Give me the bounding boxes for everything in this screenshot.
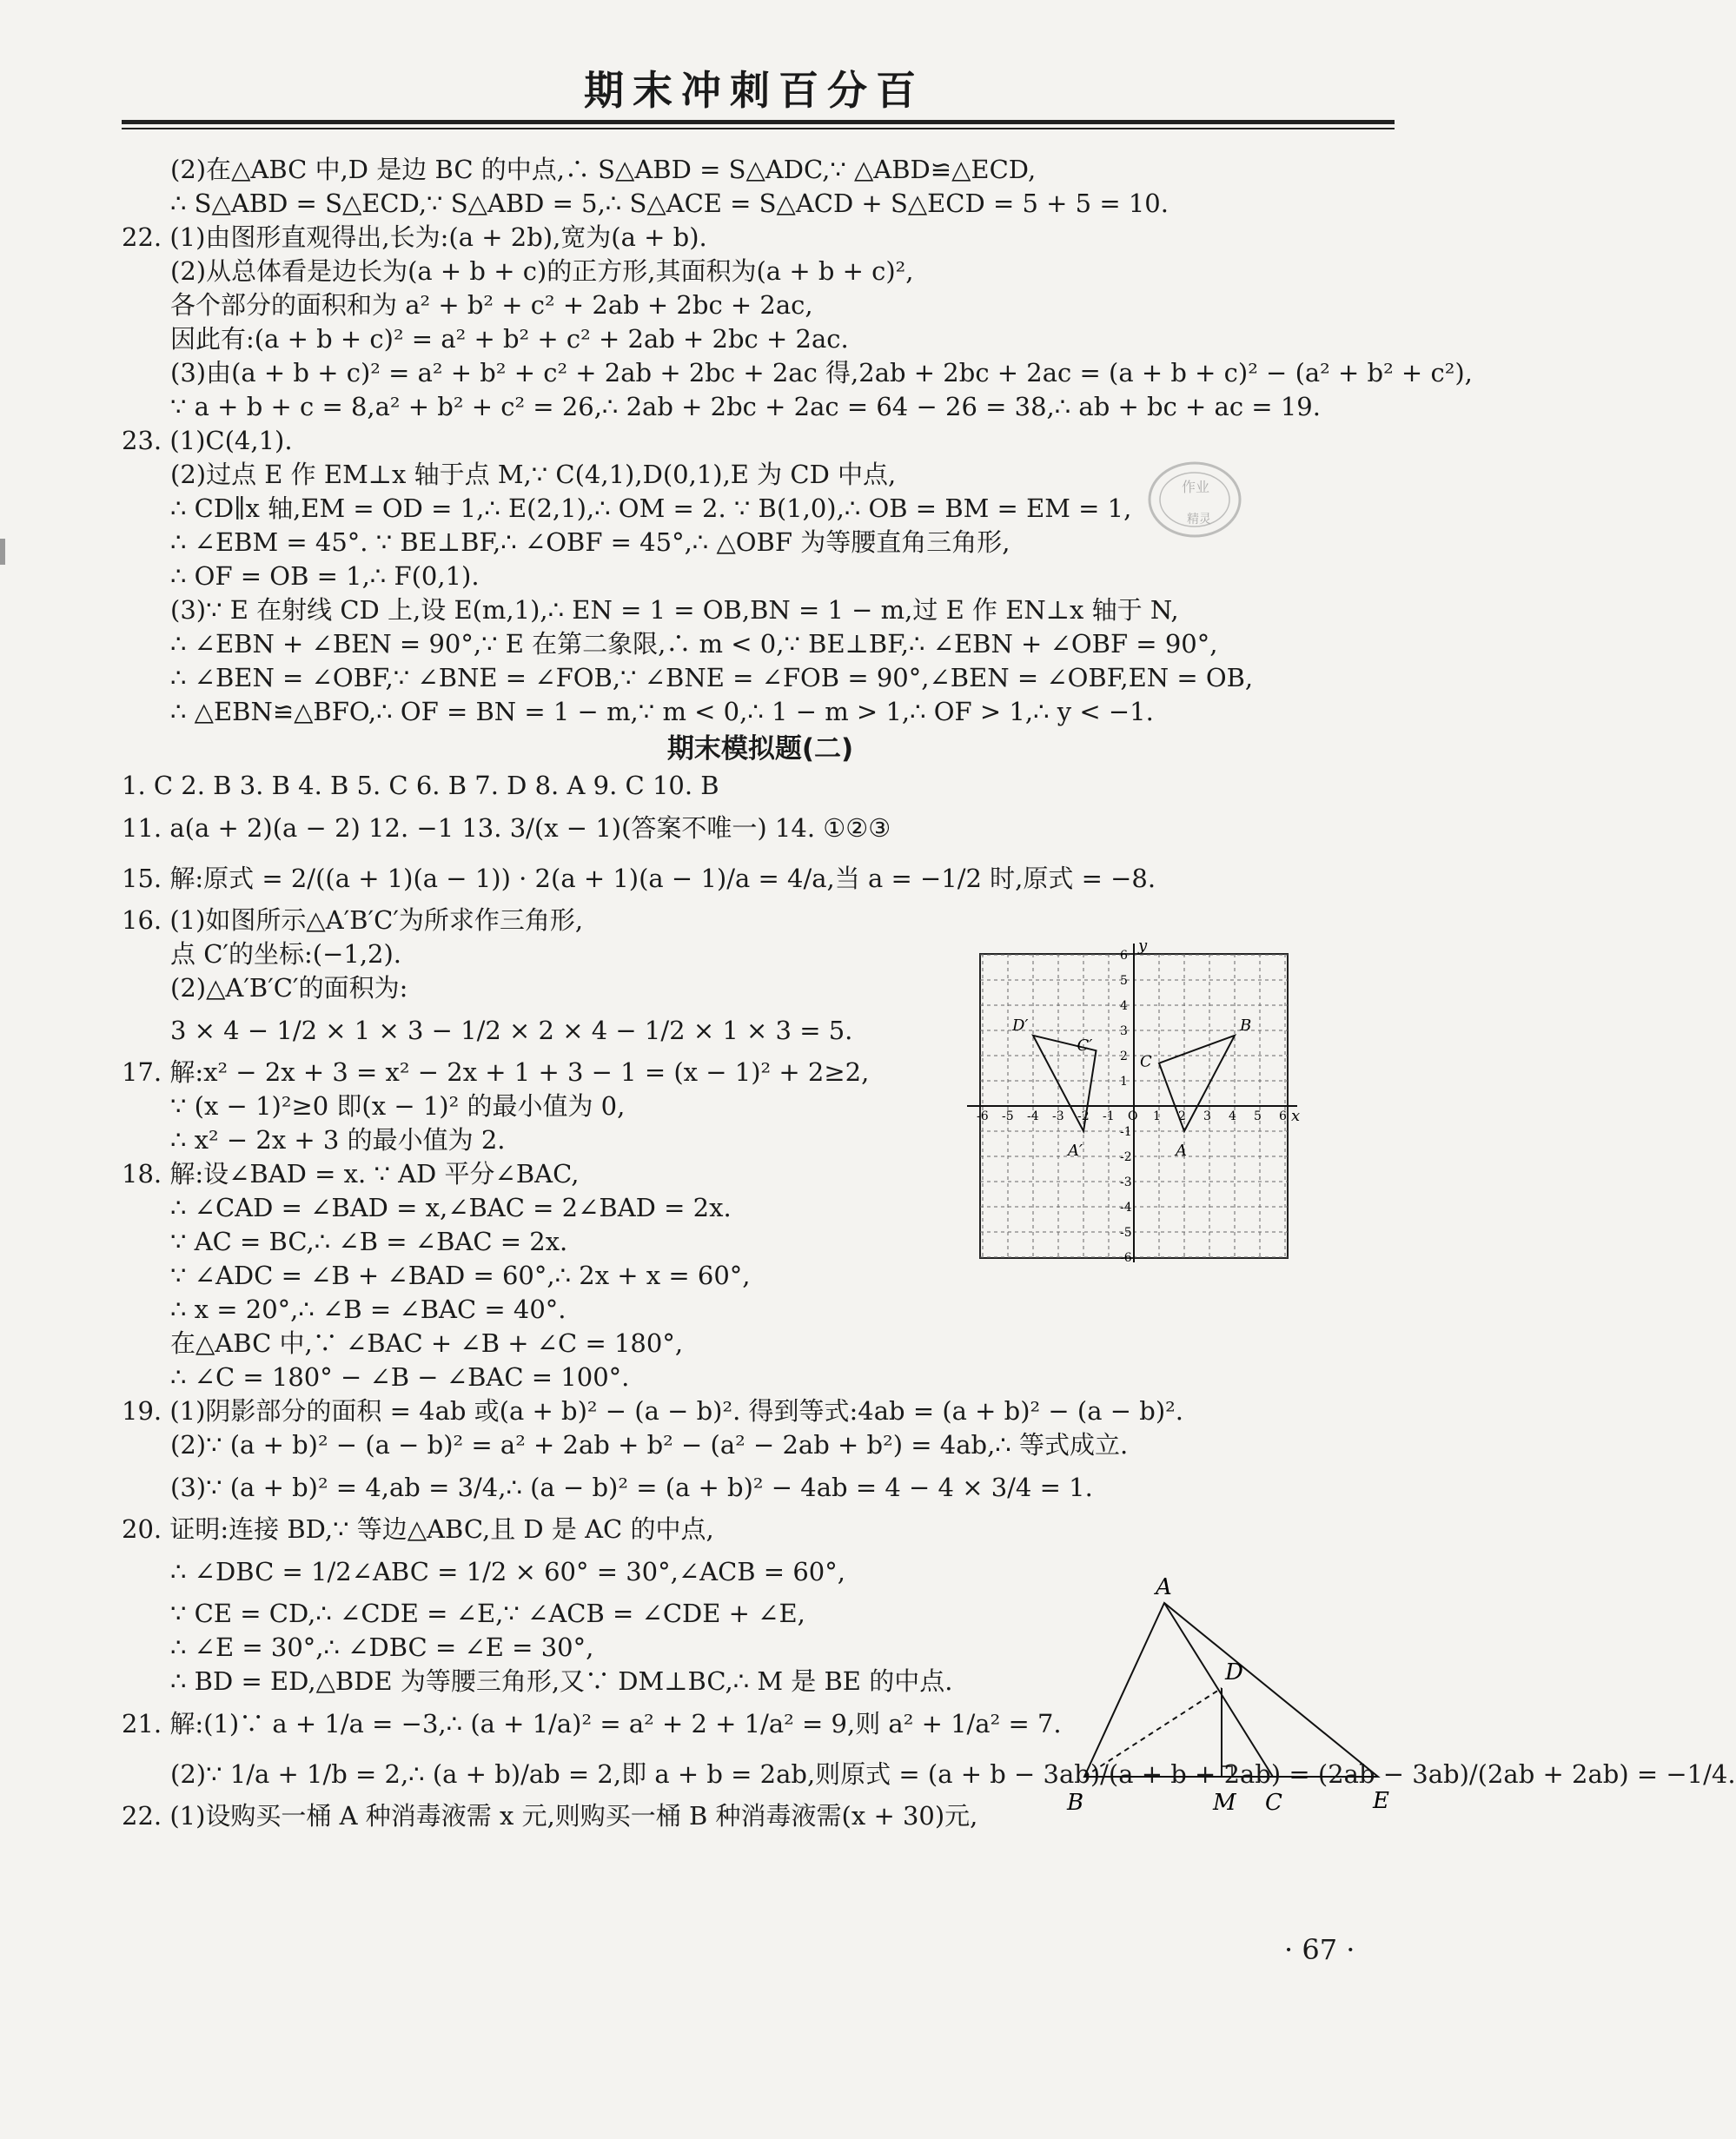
text-line: ∴ BD = ED,△BDE 为等腰三角形,又∵ DM⊥BC,∴ M 是 BE 的中点. <box>170 1666 953 1696</box>
y-tick-label: 4 <box>1120 999 1128 1013</box>
text-line: (2)∵ 1/a + 1/b = 2,∴ (a + b)/ab = 2,即 a + b = 2ab,则原式 = (a + b − 3ab)/(a + b + 2ab) = (2ab − 3ab)/(2ab + 2ab) = −1/4. <box>170 1759 1736 1789</box>
text-line: 21. 解:(1)∵ a + 1/a = −3,∴ (a + 1/a)² = a² + 2 + 1/a² = 9,则 a² + 1/a² = 7. <box>122 1709 1062 1738</box>
y-tick-label: -3 <box>1120 1175 1132 1189</box>
x-tick-label: 4 <box>1229 1109 1236 1123</box>
coordinate-grid-figure <box>954 937 1302 1268</box>
text-line: 15. 解:原式 = 2/((a + 1)(a − 1)) · 2(a + 1)(a − 1)/a = 4/a,当 a = −1/2 时,原式 = −8. <box>122 864 1156 893</box>
text-line: ∴ S△ABD = S△ECD,∵ S△ABD = 5,∴ S△ACE = S△ACD + S△ECD = 5 + 5 = 10. <box>170 189 1169 218</box>
text-line: ∴ CD∥x 轴,EM = OD = 1,∴ E(2,1),∴ OM = 2. ∵ B(1,0),∴ OB = BM = EM = 1, <box>170 493 1132 523</box>
point-label: D′ <box>1012 1016 1029 1035</box>
text-line: ∴ ∠CAD = ∠BAD = x,∠BAC = 2∠BAD = 2x. <box>170 1193 732 1222</box>
text-line: 在△ABC 中,∵ ∠BAC + ∠B + ∠C = 180°, <box>170 1328 684 1358</box>
text-line: (2)在△ABC 中,D 是边 BC 的中点,∴ S△ABD = S△ADC,∵ △ABD≌△ECD, <box>170 155 1037 184</box>
label-b: B <box>1067 1790 1084 1816</box>
text-line: ∴ ∠DBC = 1/2∠ABC = 1/2 × 60° = 30°,∠ACB = 60°, <box>170 1557 845 1586</box>
text-line: ∴ ∠BEN = ∠OBF,∵ ∠BNE = ∠FOB,∵ ∠BNE = ∠FOB = 90°,∠BEN = ∠OBF,EN = OB, <box>170 663 1254 692</box>
text-line: 16. (1)如图所示△A′B′C′为所求作三角形, <box>122 905 584 935</box>
point-label: C <box>1140 1052 1152 1071</box>
text-line: ∵ ∠ADC = ∠B + ∠BAD = 60°,∴ 2x + x = 60°, <box>170 1261 751 1290</box>
stamp-text-top: 作业 <box>1182 479 1210 495</box>
y-tick-label: 5 <box>1120 974 1128 988</box>
edge-mark <box>0 539 5 565</box>
x-axis-label: x <box>1291 1107 1301 1125</box>
text-line: (3)∵ E 在射线 CD 上,设 E(m,1),∴ EN = 1 = OB,BN = 1 − m,过 E 作 EN⊥x 轴于 N, <box>170 595 1179 625</box>
y-tick-label: -1 <box>1120 1125 1132 1139</box>
y-tick-label: 1 <box>1120 1075 1128 1089</box>
triangle-figure <box>1060 1574 1408 1820</box>
x-tick-label: -4 <box>1027 1109 1039 1123</box>
text-line: ∴ x = 20°,∴ ∠B = ∠BAC = 40°. <box>170 1295 567 1324</box>
y-tick-label: -5 <box>1120 1226 1132 1240</box>
y-tick-label: -4 <box>1120 1201 1132 1215</box>
text-line: (2)从总体看是边长为(a + b + c)的正方形,其面积为(a + b + c)², <box>170 256 914 286</box>
right-angle-mark <box>1222 1766 1232 1777</box>
x-tick-label: -6 <box>977 1109 989 1123</box>
text-line: (2)过点 E 作 EM⊥x 轴于点 M,∵ C(4,1),D(0,1),E 为 CD 中点, <box>170 460 897 489</box>
x-tick-label: 5 <box>1254 1109 1262 1123</box>
point-label: A′ <box>1068 1142 1083 1160</box>
x-tick-label: 2 <box>1178 1109 1186 1123</box>
y-tick-label: -2 <box>1120 1150 1132 1164</box>
header-rule-thick <box>122 120 1395 124</box>
side-ac <box>1164 1603 1273 1777</box>
text-line: 17. 解:x² − 2x + 3 = x² − 2x + 1 + 3 − 1 = (x − 1)² + 2≥2, <box>122 1057 870 1087</box>
page-number: · 67 · <box>1284 1933 1355 1966</box>
x-tick-label: -3 <box>1052 1109 1064 1123</box>
label-a: A <box>1156 1574 1172 1600</box>
page-header-title: 期末冲刺百分百 <box>584 67 924 114</box>
text-line: 22. (1)设购买一桶 A 种消毒液需 x 元,则购买一桶 B 种消毒液需(x + 30)元, <box>122 1801 978 1831</box>
text-line: ∵ (x − 1)²≥0 即(x − 1)² 的最小值为 0, <box>170 1091 626 1121</box>
triangle-outline <box>1084 1603 1378 1777</box>
text-line: 22. (1)由图形直观得出,长为:(a + 2b),宽为(a + b). <box>122 222 707 252</box>
point-label: A <box>1176 1142 1187 1160</box>
y-tick-label: -6 <box>1120 1251 1132 1265</box>
text-line: 因此有:(a + b + c)² = a² + b² + c² + 2ab + 2bc + 2ac. <box>170 324 849 354</box>
section-title: 期末模拟题(二) <box>666 733 854 765</box>
y-tick-label: 6 <box>1120 949 1128 963</box>
text-line: 19. (1)阴影部分的面积 = 4ab 或(a + b)² − (a − b)². 得到等式:4ab = (a + b)² − (a − b)². <box>122 1396 1183 1426</box>
x-tick-label: 1 <box>1153 1109 1161 1123</box>
text-line: (3)∵ (a + b)² = 4,ab = 3/4,∴ (a − b)² = (a + b)² − 4ab = 4 − 4 × 3/4 = 1. <box>170 1473 1093 1502</box>
text-line: 各个部分的面积和为 a² + b² + c² + 2ab + 2bc + 2ac, <box>170 290 813 320</box>
label-c: C <box>1265 1790 1282 1816</box>
text-line: 23. (1)C(4,1). <box>122 426 293 455</box>
x-tick-label: O <box>1128 1109 1138 1123</box>
label-e: E <box>1373 1788 1389 1814</box>
text-line: (3)由(a + b + c)² = a² + b² + c² + 2ab + 2bc + 2ac 得,2ab + 2bc + 2ac = (a + b + c)² − (a² + b² + c²), <box>170 358 1473 387</box>
text-line: ∴ ∠EBM = 45°. ∵ BE⊥BF,∴ ∠OBF = 45°,∴ △OBF 为等腰直角三角形, <box>170 527 1010 557</box>
header-rule-thin <box>122 128 1395 129</box>
text-line: 1. C 2. B 3. B 4. B 5. C 6. B 7. D 8. A 9. C 10. B <box>122 771 719 800</box>
text-line: ∵ a + b + c = 8,a² + b² + c² = 26,∴ 2ab + 2bc + 2ac = 64 − 26 = 38,∴ ab + bc + ac = 19. <box>170 392 1321 421</box>
point-label: C′ <box>1077 1036 1093 1056</box>
text-line: ∵ CE = CD,∴ ∠CDE = ∠E,∵ ∠ACB = ∠CDE + ∠E, <box>170 1599 805 1628</box>
x-tick-label: -1 <box>1103 1109 1115 1123</box>
text-line: (2)∵ (a + b)² − (a − b)² = a² + 2ab + b² − (a² − 2ab + b²) = 4ab,∴ 等式成立. <box>170 1430 1129 1460</box>
triangle-abc <box>1159 1036 1235 1131</box>
text-line: ∴ OF = OB = 1,∴ F(0,1). <box>170 561 480 591</box>
x-tick-label: 3 <box>1203 1109 1211 1123</box>
watermark-stamp <box>1138 452 1251 547</box>
text-line: 18. 解:设∠BAD = x. ∵ AD 平分∠BAC, <box>122 1159 580 1189</box>
text-line: ∴ x² − 2x + 3 的最小值为 2. <box>170 1125 506 1155</box>
stamp-text-bottom: 精灵 <box>1187 513 1211 526</box>
label-m: M <box>1213 1790 1236 1816</box>
text-line: 3 × 4 − 1/2 × 1 × 3 − 1/2 × 2 × 4 − 1/2 × 1 × 3 = 5. <box>170 1016 853 1045</box>
text-line: ∴ △EBN≌△BFO,∴ OF = BN = 1 − m,∵ m < 0,∴ 1 − m > 1,∴ OF > 1,∴ y < −1. <box>170 697 1154 726</box>
text-line: ∴ ∠EBN + ∠BEN = 90°,∵ E 在第二象限,∴ m < 0,∵ BE⊥BF,∴ ∠EBN + ∠OBF = 90°, <box>170 629 1218 659</box>
x-tick-label: 6 <box>1279 1109 1287 1123</box>
text-line: ∴ ∠C = 180° − ∠B − ∠BAC = 100°. <box>170 1362 630 1392</box>
y-axis-label: y <box>1138 937 1148 955</box>
x-tick-label: -5 <box>1002 1109 1014 1123</box>
x-tick-label: -2 <box>1077 1109 1090 1123</box>
text-line: 20. 证明:连接 BD,∵ 等边△ABC,且 D 是 AC 的中点, <box>122 1514 714 1544</box>
text-line: 11. a(a + 2)(a − 2) 12. −1 13. 3/(x − 1)(答案不唯一) 14. ①②③ <box>122 813 891 843</box>
y-tick-label: 3 <box>1120 1024 1128 1038</box>
label-d: D <box>1225 1659 1243 1685</box>
point-label: B <box>1240 1016 1252 1035</box>
text-line: 点 C′的坐标:(−1,2). <box>170 939 402 969</box>
text-line: (2)△A′B′C′的面积为: <box>170 973 408 1003</box>
text-line: ∵ AC = BC,∴ ∠B = ∠BAC = 2x. <box>170 1227 568 1256</box>
text-line: ∴ ∠E = 30°,∴ ∠DBC = ∠E = 30°, <box>170 1632 594 1662</box>
y-tick-label: 2 <box>1120 1050 1128 1063</box>
